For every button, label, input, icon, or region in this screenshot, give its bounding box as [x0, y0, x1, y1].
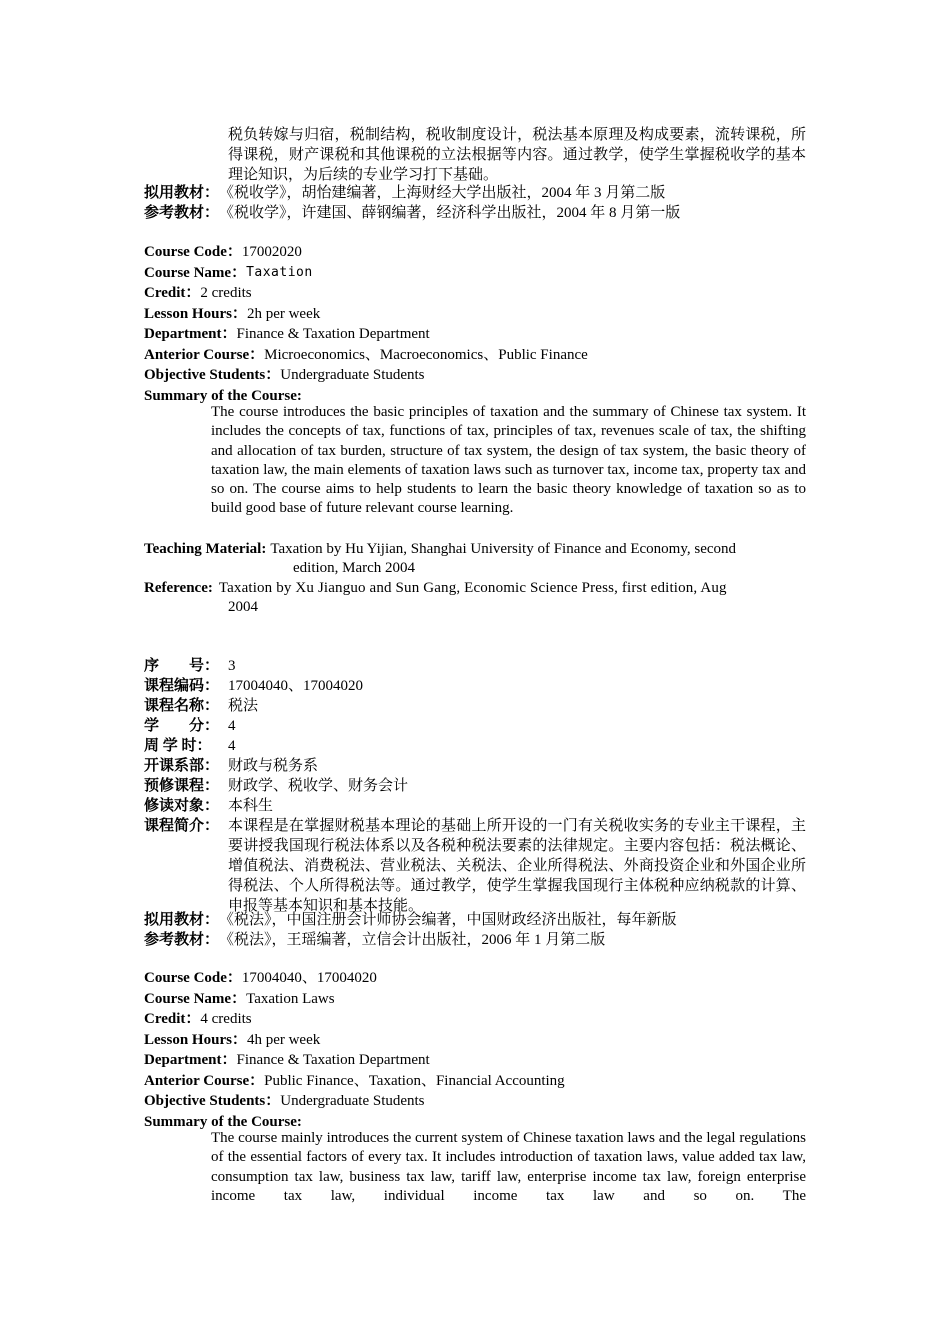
reference-cont-en: 2004	[228, 599, 258, 615]
target-label-cn: 修读对象：	[144, 798, 220, 814]
material-label-cn: 拟用教材：	[144, 912, 220, 928]
target-value-cn: 本科生	[228, 798, 274, 814]
reference-value-en: Taxation by Xu Jianguo and Sun Gang, Economic Science Press, first edition, Aug	[218, 580, 727, 596]
teaching-material-label: Teaching Material:	[144, 541, 267, 557]
lesson-hours-value-2: 4h per week	[246, 1031, 321, 1048]
summary-text-cn: 本课程是在掌握财税基本理论的基础上所开设的一门有关税收实务的专业主干课程，主要讲授我国现行税法体系以及各税种税法要素的法律规定。主要内容包括：税法概论、增值税法、消费税法、营业税法、关税法、企业所得税法、外商投资企业和外国企业所得税法、个人所得税法等。通过教学，使学生掌握我国现行主体税种应纳税款的计算、申报等基本知识和基本技能。	[228, 818, 806, 914]
department-value: Finance & Taxation Department	[236, 326, 430, 342]
summary-text: The course introduces the basic principles of taxation and the summary of Chinese tax system. It includes the concepts of tax, functions of tax, principles of tax, revenues scale of tax, the shifting and allocation of tax burden, structure of tax system, the design of tax system, the basic theory of taxation law, the main elements of taxation laws such as turnover tax, income tax, property tax and so on. The course aims to help students to learn the basic theory knowledge of taxation so as to build good base of future relevant course learning.	[211, 404, 806, 517]
course-name-label-2: Course Name：	[144, 990, 247, 1007]
objective-students-label: Objective Students：	[144, 367, 281, 383]
reference-row-cn	[144, 930, 806, 950]
target-row-cn	[144, 796, 806, 816]
prereq-label-cn: 预修课程：	[144, 778, 220, 794]
teaching-material-row	[144, 539, 806, 559]
dept-value-cn: 财政与税务系	[228, 758, 319, 774]
prereq-row-cn	[144, 776, 806, 796]
material-row	[144, 183, 806, 203]
anterior-course-label: Anterior Course：	[144, 346, 265, 363]
course-cn-2	[144, 656, 806, 836]
department-value-2: Finance & Taxation Department	[236, 1052, 430, 1068]
objective-students-row	[144, 365, 806, 386]
credit-row	[144, 283, 806, 304]
credit-label: Credit：	[144, 285, 201, 301]
reference-row	[144, 203, 806, 223]
summary-continuation: 税负转嫁与归宿，税制结构，税收制度设计，税法基本原理及构成要素，流转课税，所得课税，财产课税和其他课税的立法根据等内容。通过教学，使学生掌握税收学的基本理论知识，为后续的专业学习打下基础。	[228, 127, 806, 183]
reference-value: 《税收学》，许建国、薛钢编著，经济科学出版社，2004 年 8 月第一版	[219, 205, 681, 221]
anterior-course-value: Microeconomics、Macroeconomics、Public Finance	[264, 346, 588, 363]
material-value: 《税收学》，胡怡建编著，上海财经大学出版社，2004 年 3 月第二版	[219, 185, 666, 201]
objective-students-label-2: Objective Students：	[144, 1093, 281, 1109]
course-code-label-2: Course Code：	[144, 970, 242, 986]
objective-students-value: Undergraduate Students	[280, 367, 425, 383]
objective-students-row-2	[144, 1091, 806, 1112]
code-value-cn: 17004040、17004020	[228, 678, 364, 694]
material-label: 拟用教材：	[144, 185, 220, 201]
lesson-hours-row	[144, 304, 806, 325]
course-en-2	[144, 968, 806, 1132]
teaching-material-cont: edition, March 2004	[293, 560, 416, 576]
course-code-row	[144, 242, 806, 263]
lesson-hours-value: 2h per week	[246, 305, 321, 322]
objective-students-value-2: Undergraduate Students	[280, 1093, 425, 1109]
name-label-cn: 课程名称：	[144, 698, 220, 714]
material-row-cn	[144, 910, 806, 930]
reference-label-cn: 参考教材：	[144, 932, 220, 948]
course-code-value-2: 17004040、17004020	[241, 970, 377, 986]
summary-heading-2: Summary of the Course:	[144, 1113, 302, 1130]
course-name-label: Course Name：	[144, 264, 247, 281]
course-name-value-2: Taxation Laws	[246, 990, 335, 1007]
teaching-material-value: Taxation by Hu Yijian, Shanghai University of Finance and Economy, second	[270, 541, 737, 557]
name-value-cn: 税法	[228, 698, 259, 714]
code-row-cn	[144, 676, 806, 696]
course-name-row	[144, 263, 806, 284]
anterior-course-label-2: Anterior Course：	[144, 1072, 265, 1089]
dept-label-cn: 开课系部：	[144, 758, 220, 774]
seq-row	[144, 656, 806, 676]
course-code-row-2	[144, 968, 806, 989]
summary-text-2: The course mainly introduces the current system of Chinese taxation laws and the legal regulations of the essential factors of every tax. It includes introduction of taxation laws, value added tax law, consumption tax law, business tax law, tariff law, enterprise income tax law, foreign enterprise income tax law, individual income tax law and so on. The	[211, 1130, 806, 1204]
credit-value-2: 4 credits	[200, 1011, 252, 1027]
name-row-cn	[144, 696, 806, 716]
summary-heading: Summary of the Course:	[144, 387, 302, 404]
course-en-1	[144, 242, 806, 406]
lesson-hours-label-2: Lesson Hours：	[144, 1031, 247, 1048]
summary-label-cn: 课程简介：	[144, 818, 220, 834]
department-row	[144, 324, 806, 345]
department-label-2: Department：	[144, 1052, 237, 1068]
prereq-value-cn: 财政学、税收学、财务会计	[228, 778, 409, 794]
material-value-cn: 《税法》，中国注册会计师协会编著，中国财政经济出版社，每年新版	[219, 912, 677, 928]
department-label: Department：	[144, 326, 237, 342]
department-row-2	[144, 1050, 806, 1071]
dept-row-cn	[144, 756, 806, 776]
reference-label-en: Reference:	[144, 580, 213, 596]
reference-label: 参考教材：	[144, 205, 220, 221]
reference-value-cn: 《税法》，王瑶编著，立信会计出版社，2006 年 1 月第二版	[219, 932, 606, 948]
course-code-value: 17002020	[241, 244, 302, 260]
hours-row-cn	[144, 736, 806, 756]
anterior-course-row-2	[144, 1071, 806, 1092]
credit-label-2: Credit：	[144, 1011, 201, 1027]
seq-value: 3	[228, 658, 236, 674]
lesson-hours-label: Lesson Hours：	[144, 305, 247, 322]
anterior-course-row	[144, 345, 806, 366]
course-name-value: Taxation	[246, 264, 313, 280]
hours-value-cn: 4	[228, 738, 236, 754]
credit-row-cn	[144, 716, 806, 736]
lesson-hours-row-2	[144, 1030, 806, 1051]
code-label-cn: 课程编码：	[144, 678, 220, 694]
hours-label-cn: 周 学 时：	[144, 738, 212, 754]
credit-value: 2 credits	[200, 285, 252, 301]
anterior-course-value-2: Public Finance、Taxation、Financial Accounting	[264, 1072, 565, 1089]
credit-label-cn: 学 分：	[144, 718, 220, 734]
credit-value-cn: 4	[228, 718, 236, 734]
seq-label: 序 号：	[144, 658, 220, 674]
reference-row-en	[144, 578, 806, 598]
course-name-row-2	[144, 989, 806, 1010]
course-code-label: Course Code：	[144, 244, 242, 260]
credit-row-2	[144, 1009, 806, 1030]
